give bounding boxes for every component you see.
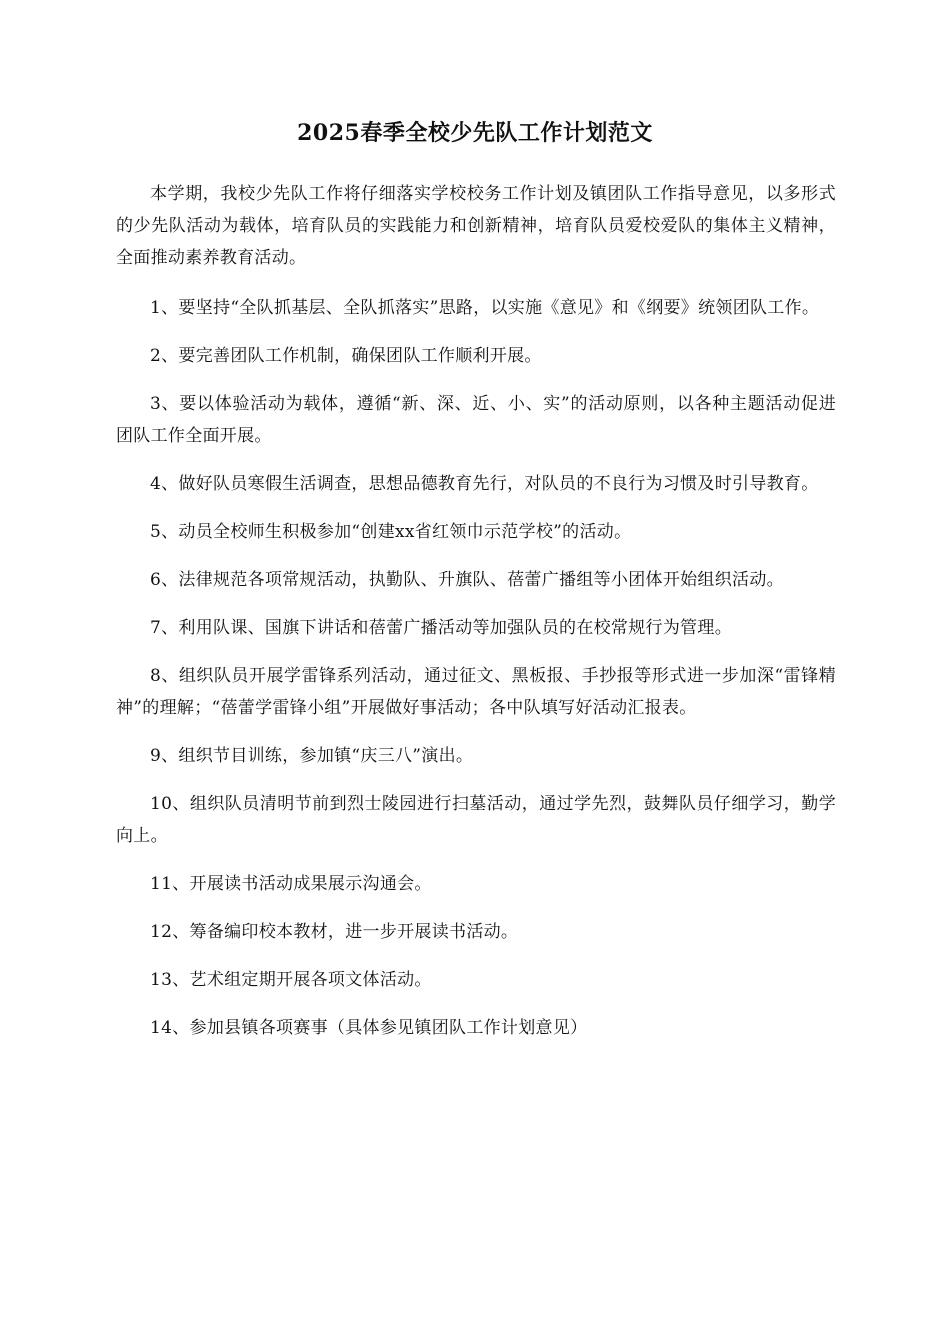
plan-item-7: 7、利用队课、国旗下讲话和蓓蕾广播活动等加强队员的在校常规行为管理。 bbox=[150, 618, 733, 638]
intro-paragraph: 本学期，我校少先队工作将仔细落实学校校务工作计划及镇团队工作指导意见，以多形式的少先队活动为载体，培育队员的实践能力和创新精神，培育队员爱校爱队的集体主义精神，全面推动素养教育活动。 bbox=[116, 184, 836, 268]
plan-item-13: 13、艺术组定期开展各项文体活动。 bbox=[150, 970, 432, 990]
document-body bbox=[116, 178, 836, 1060]
plan-item-9: 9、组织节目训练，参加镇“庆三八”演出。 bbox=[150, 746, 474, 766]
plan-item-6: 6、法律规范各项常规活动，执勤队、升旗队、蓓蕾广播组等小团体开始组织活动。 bbox=[150, 570, 784, 590]
plan-item-8: 8、组织队员开展学雷锋系列活动，通过征文、黑板报、手抄报等形式进一步加深“雷锋精神”的理解；“蓓蕾学雷锋小组”开展做好事活动；各中队填写好活动汇报表。 bbox=[116, 666, 836, 718]
plan-item-10: 10、组织队员清明节前到烈士陵园进行扫墓活动，通过学先烈，鼓舞队员仔细学习，勤学向上。 bbox=[116, 794, 836, 846]
plan-item-4: 4、做好队员寒假生活调查，思想品德教育先行，对队员的不良行为习惯及时引导教育。 bbox=[150, 474, 819, 494]
plan-item-5: 5、动员全校师生积极参加“创建xx省红领巾示范学校”的活动。 bbox=[150, 522, 632, 542]
plan-item-3: 3、要以体验活动为载体，遵循“新、深、近、小、实”的活动原则，以各种主题活动促进团队工作全面开展。 bbox=[116, 394, 836, 446]
document-title: 2025春季全校少先队工作计划范文 bbox=[297, 120, 653, 146]
plan-item-12: 12、筹备编印校本教材，进一步开展读书活动。 bbox=[150, 922, 519, 942]
plan-item-2: 2、要完善团队工作机制，确保团队工作顺利开展。 bbox=[150, 346, 542, 366]
plan-item-14: 14、参加县镇各项赛事（具体参见镇团队工作计划意见） bbox=[150, 1018, 588, 1038]
plan-item-1: 1、要坚持“全队抓基层、全队抓落实”思路，以实施《意见》和《纲要》统领团队工作。 bbox=[150, 298, 820, 318]
plan-item-11: 11、开展读书活动成果展示沟通会。 bbox=[150, 874, 432, 894]
